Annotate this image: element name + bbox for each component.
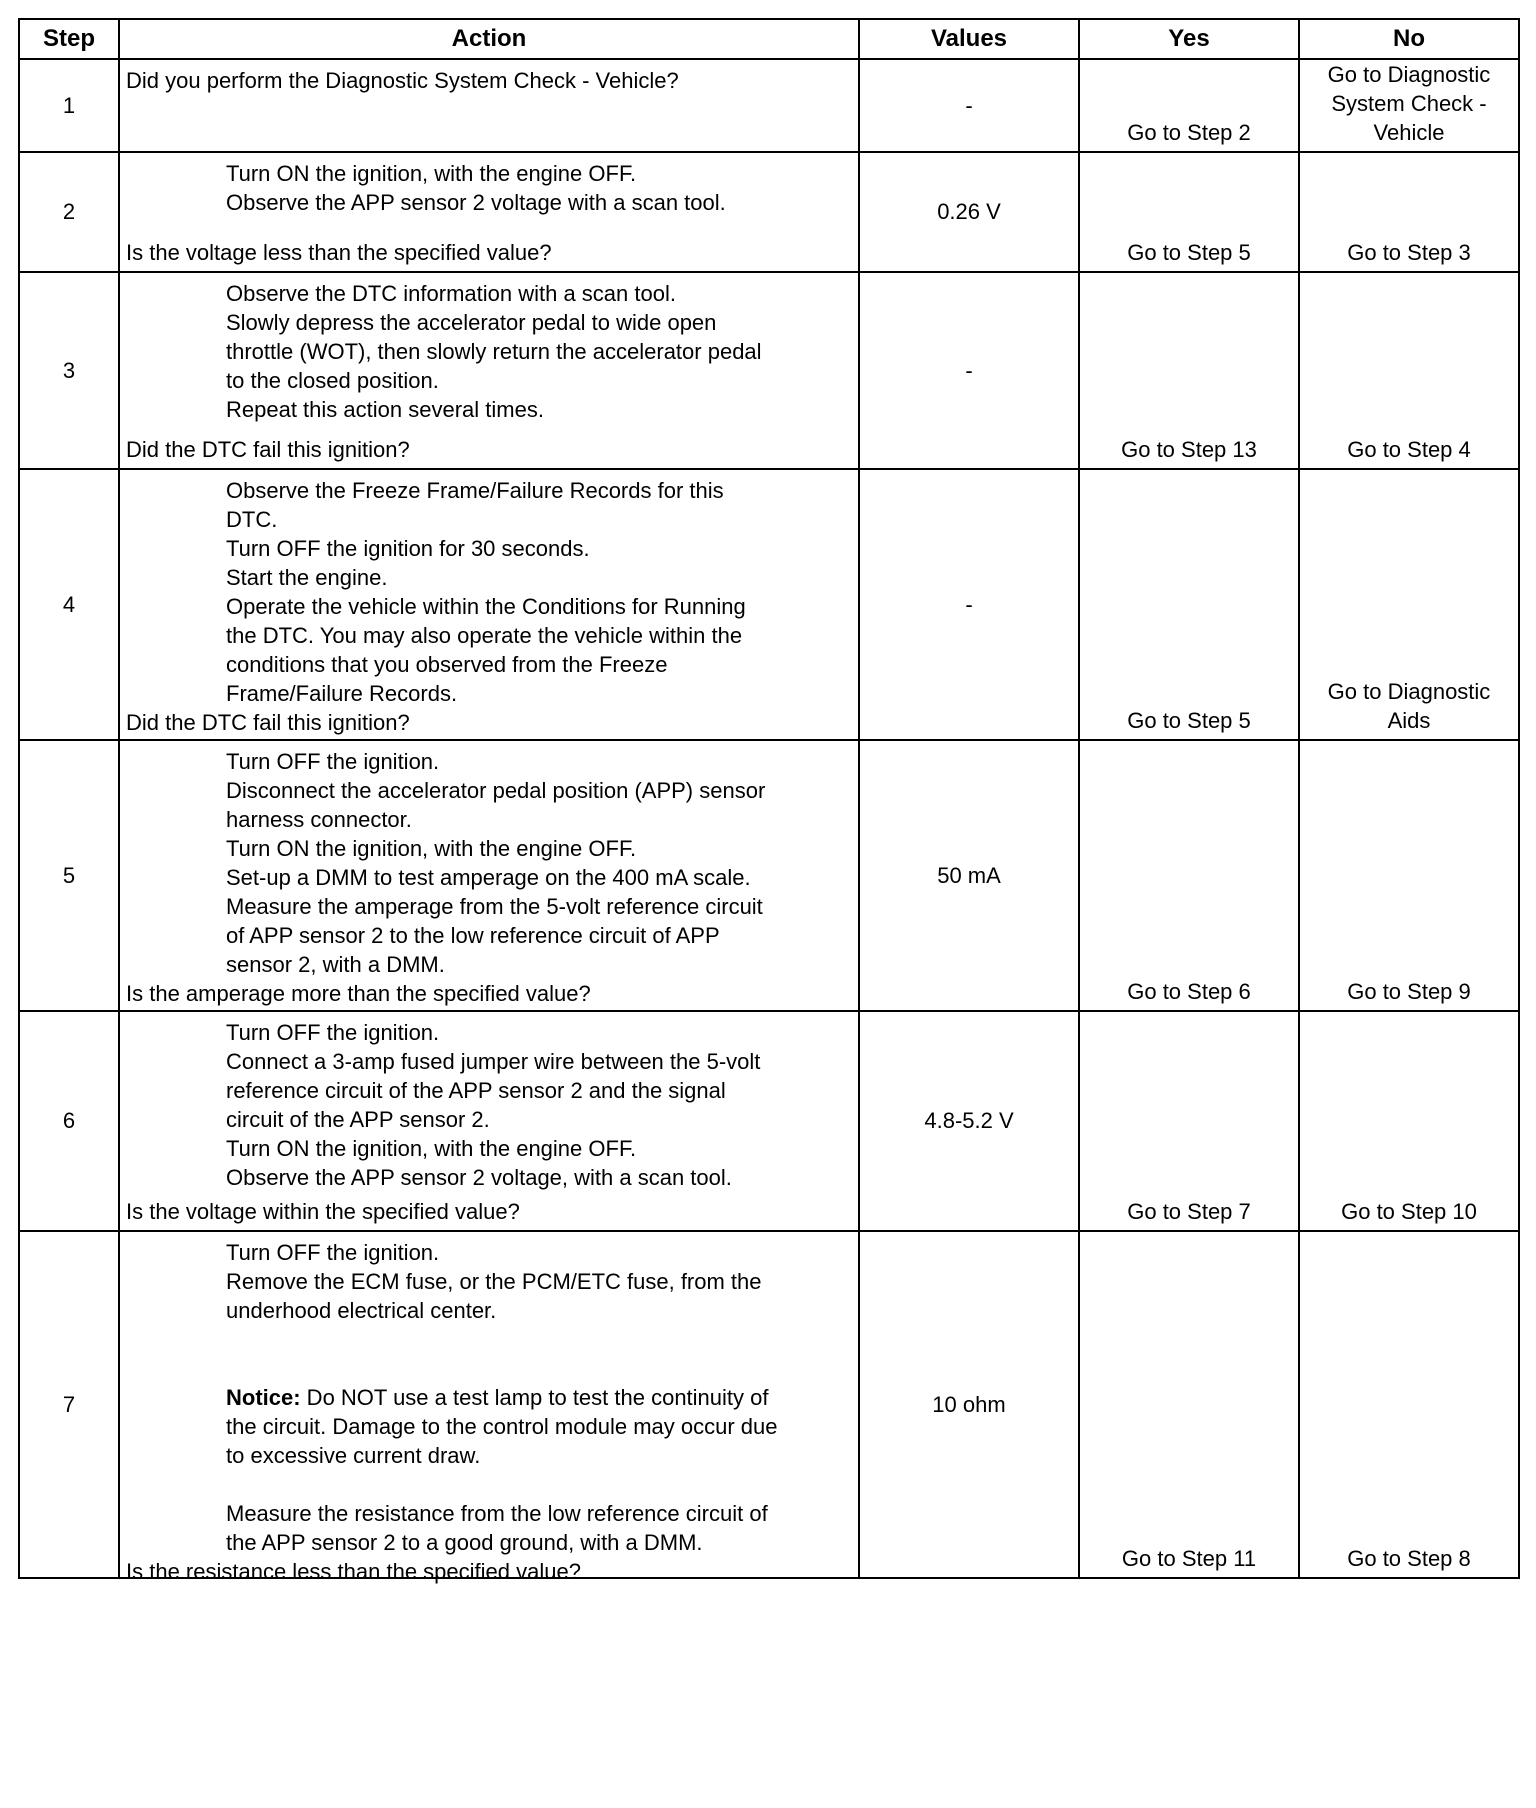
action-line: Observe the DTC information with a scan tool. (226, 281, 676, 306)
no-outcome-line: Aids (1387, 708, 1431, 733)
table-row (19, 152, 1519, 272)
table-row (19, 1231, 1519, 1578)
action-line: Slowly depress the accelerator pedal to wide open (226, 310, 717, 335)
action-line: Measure the amperage from the 5-volt reference circuit (226, 894, 763, 919)
action-line: the DTC. You may also operate the vehicle within the (226, 623, 743, 648)
action-cell (119, 469, 859, 740)
yes-outcome: Go to Step 6 (1079, 740, 1299, 1011)
no-outcome-line: Go to Step 3 (1347, 240, 1471, 265)
step-question: Is the amperage more than the specified value? (126, 981, 591, 1006)
action-line: Operate the vehicle within the Conditions for Running (226, 594, 746, 619)
action-line: Set-up a DMM to test amperage on the 400 mA scale. (226, 865, 751, 890)
action-line: Start the engine. (226, 565, 388, 590)
action-line: of APP sensor 2 to the low reference circuit of APP (226, 923, 720, 948)
action-cell (119, 740, 859, 1011)
no-outcome (1299, 59, 1519, 152)
action-line: sensor 2, with a DMM. (226, 952, 445, 977)
step-question: Did the DTC fail this ignition? (126, 710, 410, 735)
action-line: reference circuit of the APP sensor 2 and the signal (226, 1078, 726, 1103)
header-action: Action (119, 19, 859, 59)
header-step: Step (19, 19, 119, 59)
action-line: Turn ON the ignition, with the engine OFF. (226, 161, 637, 186)
notice-label: Notice: (226, 1385, 301, 1410)
no-outcome (1299, 469, 1519, 740)
step-number: 3 (19, 272, 119, 469)
no-outcome-line: Vehicle (1373, 120, 1445, 145)
action-line: Observe the APP sensor 2 voltage with a scan tool. (226, 190, 726, 215)
notice-line (226, 1383, 852, 1412)
no-outcome-line: Go to Diagnostic (1327, 62, 1491, 87)
table-row (19, 59, 1519, 152)
action-line: Turn ON the ignition, with the engine OFF. (226, 836, 637, 861)
action-line: Measure the resistance from the low reference circuit of (226, 1501, 768, 1526)
action-cell (119, 272, 859, 469)
no-outcome-line: Go to Step 10 (1341, 1199, 1477, 1224)
action-line: Connect a 3-amp fused jumper wire between the 5-volt (226, 1049, 761, 1074)
step-question: Is the voltage less than the specified value? (126, 240, 552, 265)
action-line: DTC. (226, 507, 278, 532)
yes-outcome: Go to Step 2 (1079, 59, 1299, 152)
no-outcome-line: Go to Step 9 (1347, 979, 1471, 1004)
notice-line: to excessive current draw. (226, 1443, 481, 1468)
table-row (19, 272, 1519, 469)
spec-value: 50 mA (859, 740, 1079, 1011)
action-line: circuit of the APP sensor 2. (226, 1107, 490, 1132)
yes-outcome: Go to Step 11 (1079, 1231, 1299, 1578)
action-line: underhood electrical center. (226, 1298, 497, 1323)
step-question: Did you perform the Diagnostic System Check - Vehicle? (126, 68, 679, 93)
action-line: conditions that you observed from the Freeze (226, 652, 668, 677)
step-number: 6 (19, 1011, 119, 1231)
yes-outcome: Go to Step 5 (1079, 469, 1299, 740)
yes-outcome: Go to Step 7 (1079, 1011, 1299, 1231)
table-row (19, 740, 1519, 1011)
spec-value: - (859, 469, 1079, 740)
no-outcome (1299, 152, 1519, 272)
action-line: Remove the ECM fuse, or the PCM/ETC fuse, from the (226, 1269, 762, 1294)
yes-outcome: Go to Step 5 (1079, 152, 1299, 272)
header-row (19, 19, 1519, 59)
action-line: Turn OFF the ignition. (226, 1240, 440, 1265)
action-line: Turn OFF the ignition. (226, 749, 440, 774)
table-row (19, 469, 1519, 740)
action-line: Frame/Failure Records. (226, 681, 458, 706)
header-yes: Yes (1079, 19, 1299, 59)
no-outcome (1299, 1011, 1519, 1231)
action-line: Observe the APP sensor 2 voltage, with a scan tool. (226, 1165, 732, 1190)
action-cell (119, 1011, 859, 1231)
step-number: 4 (19, 469, 119, 740)
spec-value: 0.26 V (859, 152, 1079, 272)
step-number: 7 (19, 1231, 119, 1578)
action-cell (119, 59, 859, 152)
spec-value: 4.8-5.2 V (859, 1011, 1079, 1231)
step-question: Is the resistance less than the specified value? (126, 1559, 581, 1584)
no-outcome (1299, 740, 1519, 1011)
action-line: Turn ON the ignition, with the engine OFF. (226, 1136, 637, 1161)
no-outcome-line: Go to Diagnostic (1327, 679, 1491, 704)
action-line: Repeat this action several times. (226, 397, 544, 422)
no-outcome-line: Go to Step 4 (1347, 437, 1471, 462)
no-outcome-line: Go to Step 8 (1347, 1546, 1471, 1571)
yes-outcome: Go to Step 13 (1079, 272, 1299, 469)
table-row (19, 1011, 1519, 1231)
action-cell (119, 152, 859, 272)
action-line: Observe the Freeze Frame/Failure Records for this (226, 478, 724, 503)
spec-value: - (859, 272, 1079, 469)
step-number: 5 (19, 740, 119, 1011)
step-number: 2 (19, 152, 119, 272)
spec-value: - (859, 59, 1079, 152)
action-line: Disconnect the accelerator pedal position (APP) sensor (226, 778, 766, 803)
action-line: Turn OFF the ignition for 30 seconds. (226, 536, 590, 561)
diagnostic-table (18, 18, 1520, 1584)
action-line: Turn OFF the ignition. (226, 1020, 440, 1045)
action-line: harness connector. (226, 807, 412, 832)
notice-line: the circuit. Damage to the control module may occur due (226, 1414, 778, 1439)
action-cell (119, 1231, 859, 1584)
step-question: Is the voltage within the specified value? (126, 1199, 520, 1224)
step-question: Did the DTC fail this ignition? (126, 437, 410, 462)
no-outcome (1299, 272, 1519, 469)
notice-text: Do NOT use a test lamp to test the continuity of (300, 1385, 769, 1410)
step-number: 1 (19, 59, 119, 152)
no-outcome (1299, 1231, 1519, 1578)
action-line: throttle (WOT), then slowly return the accelerator pedal (226, 339, 762, 364)
action-line: to the closed position. (226, 368, 439, 393)
spec-value: 10 ohm (859, 1231, 1079, 1578)
no-outcome-line: System Check - (1331, 91, 1487, 116)
action-line: the APP sensor 2 to a good ground, with a DMM. (226, 1530, 703, 1555)
header-no: No (1299, 19, 1519, 59)
header-values: Values (859, 19, 1079, 59)
